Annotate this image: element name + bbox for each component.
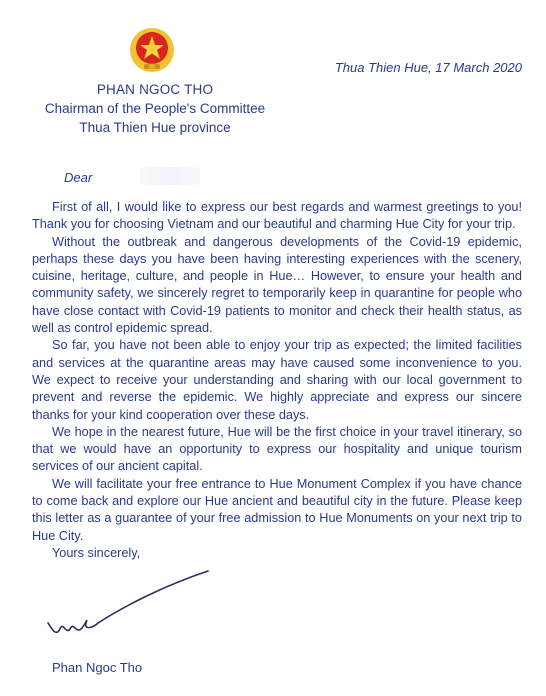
paragraph-greeting: First of all, I would like to express our best regards and warmest greetings to you! Thank you for choosing Vietnam and our beautiful and charming Hue City for your trip.: [32, 200, 522, 232]
redacted-recipient-name: [140, 167, 200, 185]
vietnam-national-emblem-icon: [128, 26, 176, 74]
letter-date: Thua Thien Hue, 17 March 2020: [334, 60, 522, 75]
salutation: Dear: [64, 170, 93, 185]
paragraph-future-hope: We hope in the nearest future, Hue will be the first choice in your travel itinerary, so that we would have an opportunity to express our hospitality and unique tourism services of our ancient capital.: [32, 424, 522, 474]
sender-name: PHAN NGOC THO: [96, 82, 214, 97]
paragraph-outbreak: Without the outbreak and dangerous developments of the Covid-19 epidemic, perhaps these days you have been having interesting experiences with the scenery, cuisine, heritage, culture, and people in Hue… However, to ensure your health and community safety, we sincerely regret to temporarily keep in quarantine for people who have close contact with Covid-19 patients to monitor and check their health status, as well as control epidemic spread.: [32, 234, 522, 336]
sender-title: Chairman of the People's Committee: [44, 101, 266, 116]
sender-province: Thua Thien Hue province: [79, 120, 231, 135]
letter-body: [32, 199, 522, 562]
sender-block: [40, 80, 270, 137]
handwritten-signature: [36, 565, 216, 655]
paragraph-free-entrance: We will facilitate your free entrance to Hue Monument Complex if you have chance to come back and explore our Hue ancient and beautiful city in the future. Please keep this letter as a guarantee of your free admission to Hue Monuments on your next trip to Hue City.: [32, 476, 522, 543]
closing: Yours sincerely,: [52, 545, 141, 560]
signer-name: Phan Ngoc Tho: [52, 660, 143, 675]
paragraph-apology: So far, you have not been able to enjoy your trip as expected; the limited facilities and services at the quarantine areas may have caused some inconvenience to you. We expect to receive your understanding and sharing with our local government to prevent and reverse the epidemic. We highly appreciate and express our sincere thanks for your kind cooperation over these days.: [32, 338, 522, 422]
